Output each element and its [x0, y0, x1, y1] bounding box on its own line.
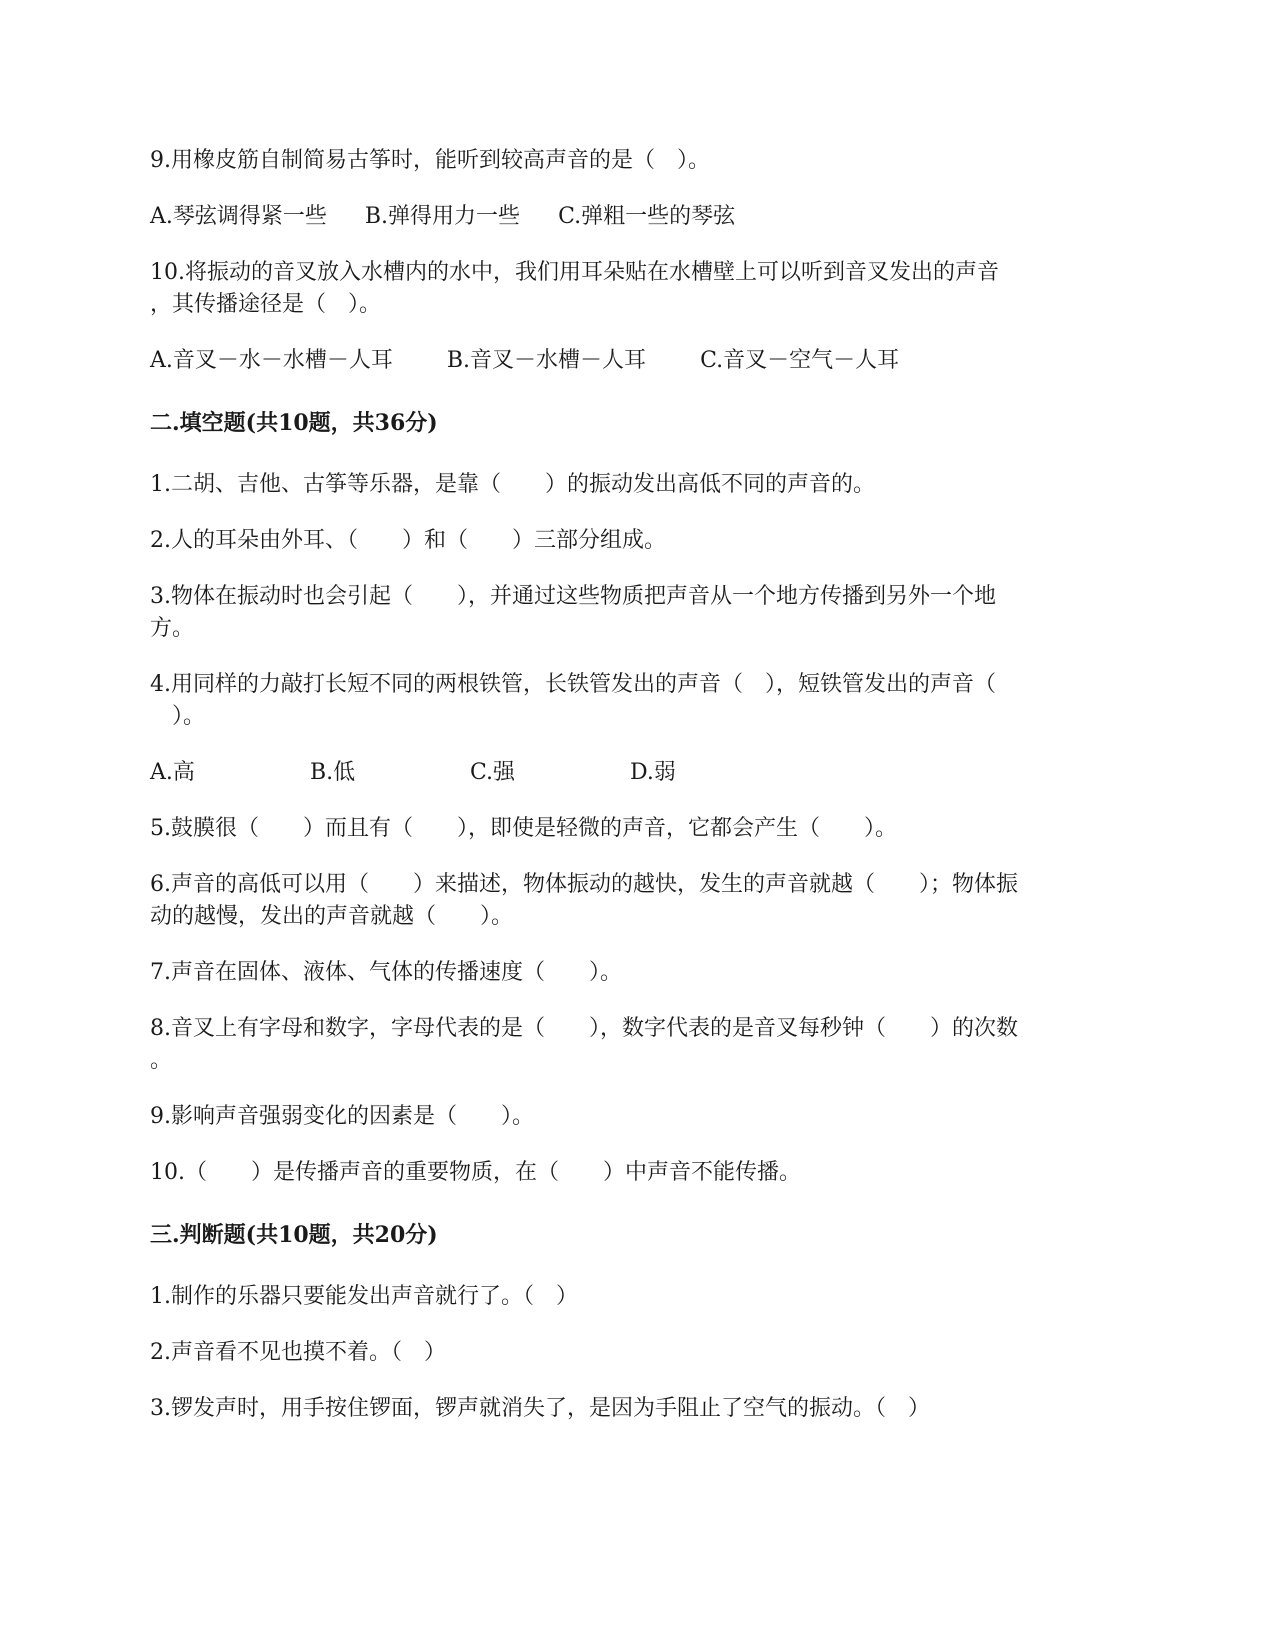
question-text: 9.用橡皮筋自制简易古筝时，能听到较高声音的是（ ）。	[150, 148, 710, 173]
question-text-line2: 方。	[150, 616, 195, 641]
question-text: 7.声音在固体、液体、气体的传播速度（ ）。	[150, 960, 622, 985]
question-2-2	[150, 525, 1125, 557]
question-text-line1: 10.将振动的音叉放入水槽内的水中，我们用耳朵贴在水槽壁上可以听到音叉发出的声音	[150, 260, 999, 285]
exam-page	[150, 145, 1125, 1449]
question-1-10-options	[150, 345, 1125, 377]
question-2-5	[150, 813, 1125, 845]
section-title-fill-in: 二.填空题(共10题，共36分)	[150, 410, 438, 436]
question-2-7	[150, 957, 1125, 989]
option-c: C.强	[470, 760, 516, 785]
question-text: 1.二胡、吉他、古筝等乐器，是靠（ ）的振动发出高低不同的声音的。	[150, 472, 875, 497]
question-text: 9.影响声音强弱变化的因素是（ ）。	[150, 1104, 534, 1129]
question-2-1	[150, 469, 1125, 501]
question-2-4-options	[150, 757, 1125, 789]
question-text-line1: 8.音叉上有字母和数字，字母代表的是（ ），数字代表的是音叉每秒钟（ ）的次数	[150, 1016, 1018, 1041]
question-text-line2: 。	[150, 1048, 173, 1073]
question-text: 3.锣发声时，用手按住锣面，锣声就消失了，是因为手阻止了空气的振动。（ ）	[150, 1396, 930, 1421]
option-d: D.弱	[630, 760, 676, 785]
question-3-1	[150, 1281, 1125, 1313]
question-1-9	[150, 145, 1125, 177]
question-text-line2: ，其传播途径是（ ）。	[150, 292, 382, 317]
question-2-8	[150, 1013, 1125, 1077]
option-c: C.音叉－空气－人耳	[700, 348, 900, 373]
question-text-line1: 4.用同样的力敲打长短不同的两根铁管，长铁管发出的声音（ ），短铁管发出的声音（	[150, 672, 996, 697]
option-a: A.琴弦调得紧一些	[150, 204, 327, 229]
question-text: 2.人的耳朵由外耳、（ ）和（ ）三部分组成。	[150, 528, 666, 553]
question-2-10	[150, 1157, 1125, 1189]
question-text: 2.声音看不见也摸不着。（ ）	[150, 1340, 446, 1365]
question-3-3	[150, 1393, 1125, 1425]
section-title-true-false: 三.判断题(共10题，共20分)	[150, 1222, 438, 1248]
question-2-9	[150, 1101, 1125, 1133]
question-text-line1: 6.声音的高低可以用（ ）来描述，物体振动的越快，发生的声音就越（ ）；物体振	[150, 872, 1018, 897]
option-b: B.音叉－水槽－人耳	[446, 348, 647, 373]
question-text-line2: ）。	[150, 704, 206, 729]
question-2-6	[150, 869, 1125, 933]
option-c: C.弹粗一些的琴弦	[558, 204, 736, 229]
question-text-line2: 动的越慢，发出的声音就越（ ）。	[150, 904, 514, 929]
option-b: B.弹得用力一些	[364, 204, 521, 229]
question-1-9-options	[150, 201, 1125, 233]
question-1-10	[150, 257, 1125, 321]
question-2-3	[150, 581, 1125, 645]
question-text: 10.（ ）是传播声音的重要物质，在（ ）中声音不能传播。	[150, 1160, 801, 1185]
option-a: A.音叉－水－水槽－人耳	[150, 348, 393, 373]
question-text-line1: 3.物体在振动时也会引起（ ），并通过这些物质把声音从一个地方传播到另外一个地	[150, 584, 996, 609]
option-b: B.低	[310, 760, 356, 785]
question-3-2	[150, 1337, 1125, 1369]
question-text: 5.鼓膜很（ ）而且有（ ），即使是轻微的声音，它都会产生（ ）。	[150, 816, 897, 841]
question-2-4	[150, 669, 1125, 733]
question-text: 1.制作的乐器只要能发出声音就行了。（ ）	[150, 1284, 578, 1309]
option-a: A.高	[150, 760, 195, 785]
